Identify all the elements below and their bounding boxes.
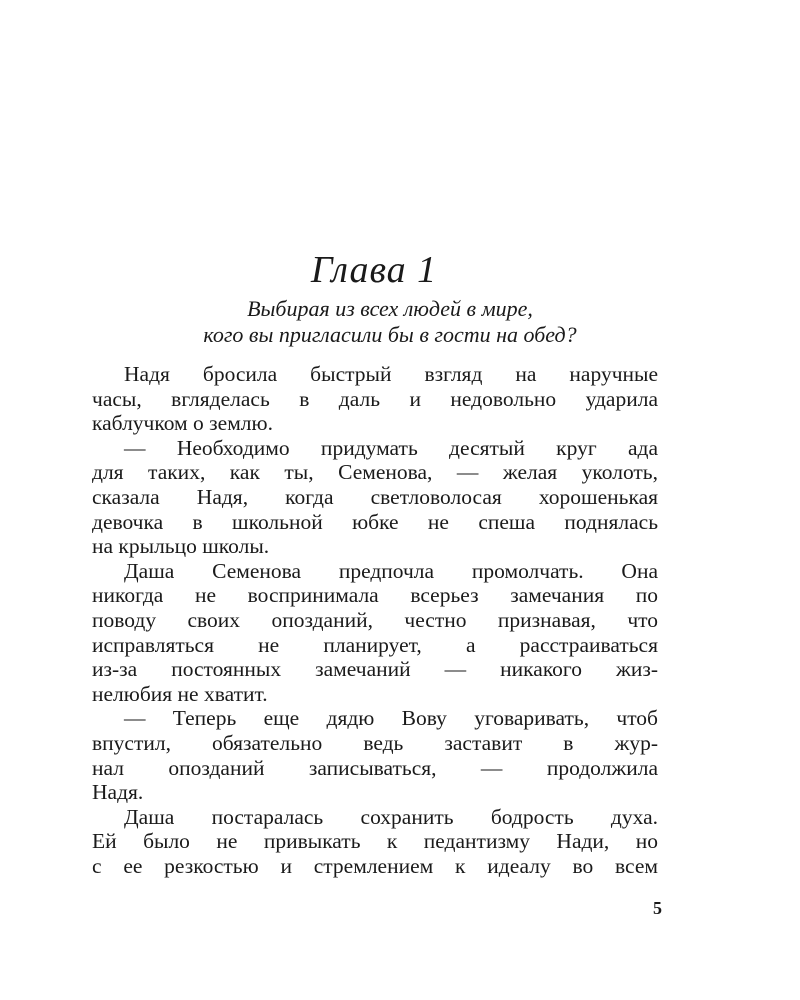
paragraph-line: сказала Надя, когда светловолосая хорошенькая (92, 484, 658, 509)
paragraph-line: часы, вгляделась в даль и недовольно ударила (92, 386, 658, 411)
paragraph-line: Даша Семенова предпочла промолчать. Она (124, 558, 658, 583)
paragraph-line: с ее резкостью и стремлением к идеалу во всем (92, 853, 658, 878)
paragraph-line: — Необходимо придумать десятый круг ада (124, 435, 658, 460)
chapter-title: Глава 1 (310, 249, 438, 291)
paragraph-line: Надя бросила быстрый взгляд на наручные (124, 362, 658, 386)
paragraph-line: для таких, как ты, Семенова, — желая уколоть, (92, 460, 658, 485)
body-text (92, 362, 658, 878)
paragraph-line: нал опозданий записываться, — продолжила (92, 755, 658, 780)
paragraph-line: впустил, обязательно ведь заставит в жур- (92, 730, 658, 755)
paragraph-line: девочка в школьной юбке не спеша поднялась (92, 509, 658, 534)
paragraph-line: никогда не воспринимала всерьез замечания по (92, 583, 658, 608)
paragraph-line: Даша постаралась сохранить бодрость духа. (124, 804, 658, 829)
epigraph-line: Выбирая из всех людей в мире, (247, 296, 533, 321)
epigraph-line: кого вы пригласили бы в гости на обед? (203, 322, 577, 347)
paragraph-line: исправляться не планирует, а расстраиваться (92, 632, 658, 657)
paragraph-line: — Теперь еще дядю Вову уговаривать, чтоб (124, 706, 658, 731)
paragraph-line: нелюбия не хватит. (92, 681, 268, 706)
paragraph-line: на крыльцо школы. (92, 534, 270, 559)
chapter-epigraph (120, 296, 660, 348)
paragraph-line: из-за постоянных замечаний — никакого жиз- (92, 657, 658, 682)
paragraph-line: Надя. (92, 780, 144, 805)
page-number: 5 (653, 898, 662, 918)
paragraph-line: каблучком о землю. (92, 411, 273, 436)
paragraph-line: Ей было не привыкать к педантизму Нади, но (92, 829, 658, 854)
paragraph-line: поводу своих опозданий, честно признавая, что (92, 607, 658, 632)
